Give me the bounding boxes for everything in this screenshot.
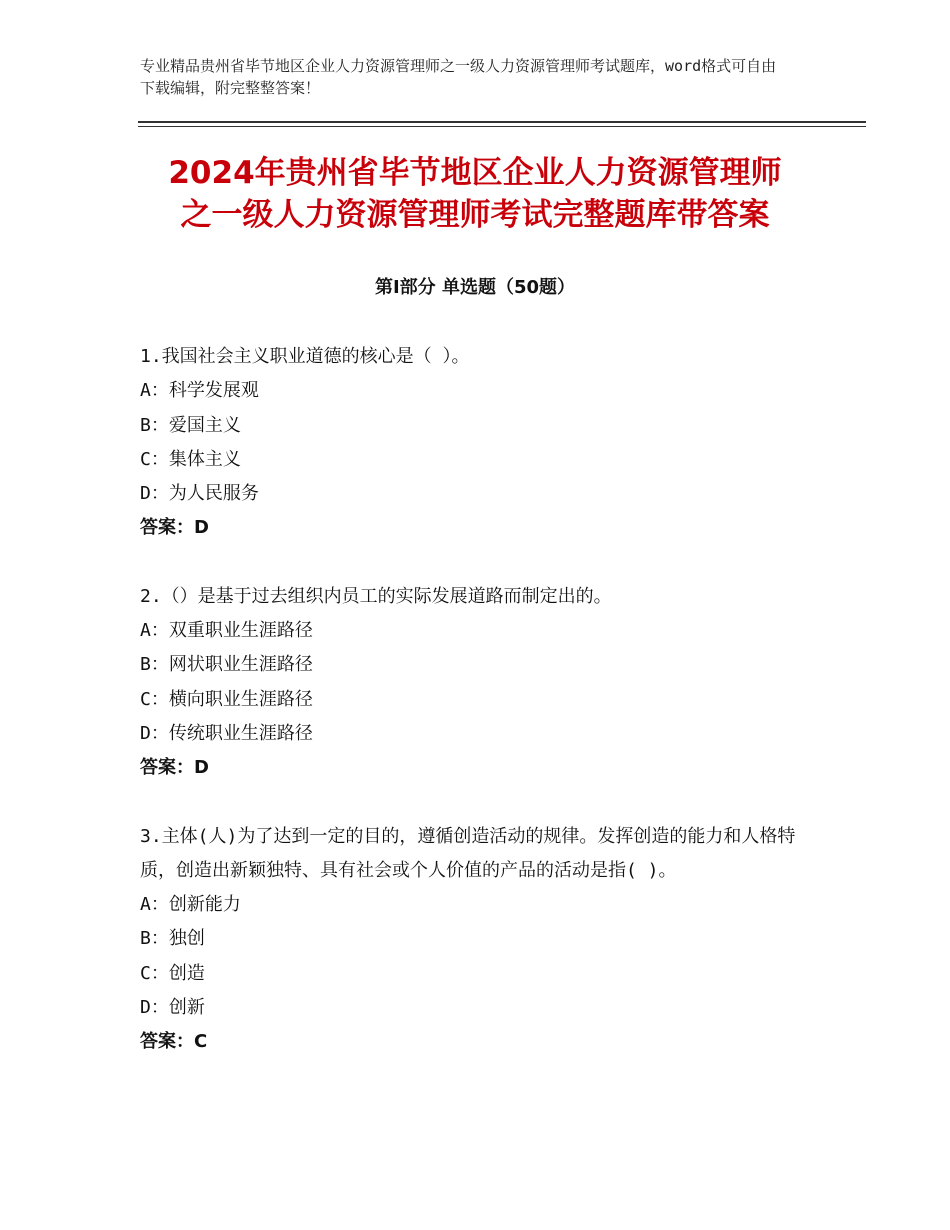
option-d: D：创新: [140, 997, 205, 1019]
answer-line: 答案：D: [140, 757, 209, 779]
option-c: C：横向职业生涯路径: [140, 688, 313, 710]
option-d: D：为人民服务: [140, 483, 259, 505]
option-d: D：传统职业生涯路径: [140, 722, 313, 744]
answer-line: 答案：D: [140, 517, 209, 539]
document-title: [100, 152, 850, 236]
document-title-line-2: 之一级人力资源管理师考试完整题库带答案: [180, 197, 770, 233]
question-spacer: [140, 786, 820, 820]
section-heading: 第Ⅰ部分 单选题（50题）: [374, 277, 575, 298]
option-b: B：网状职业生涯路径: [140, 654, 313, 676]
option-a: A：创新能力: [140, 894, 241, 916]
option-c: C：集体主义: [140, 448, 241, 470]
question-stem: 3.主体(人)为了达到一定的目的，遵循创造活动的规律。发挥创造的能力和人格特质，创造出新颖独特、具有社会或个人价值的产品的活动是指( )。: [140, 825, 796, 881]
option-a: A：科学发展观: [140, 380, 259, 402]
question-3: [140, 820, 820, 1060]
question-spacer: [140, 546, 820, 580]
header-note: 专业精品贵州省毕节地区企业人力资源管理师之一级人力资源管理师考试题库，word格式可自由下载编辑，附完整整答案！: [140, 57, 777, 97]
question-list: [140, 340, 820, 1060]
option-b: B：独创: [140, 928, 205, 950]
question-2: [140, 580, 820, 786]
question-stem: 2.（）是基于过去组织内员工的实际发展道路而制定出的。: [140, 585, 612, 607]
header-rule-thin: [138, 126, 866, 127]
option-c: C：创造: [140, 962, 205, 984]
document-title-line-1: 2024年贵州省毕节地区企业人力资源管理师: [168, 155, 782, 191]
answer-line: 答案：C: [140, 1031, 208, 1053]
option-a: A：双重职业生涯路径: [140, 620, 313, 642]
option-b: B：爱国主义: [140, 414, 241, 436]
question-1: [140, 340, 820, 546]
header-rule-thick: [138, 121, 866, 123]
question-stem: 1.我国社会主义职业道德的核心是（ ）。: [140, 346, 470, 367]
